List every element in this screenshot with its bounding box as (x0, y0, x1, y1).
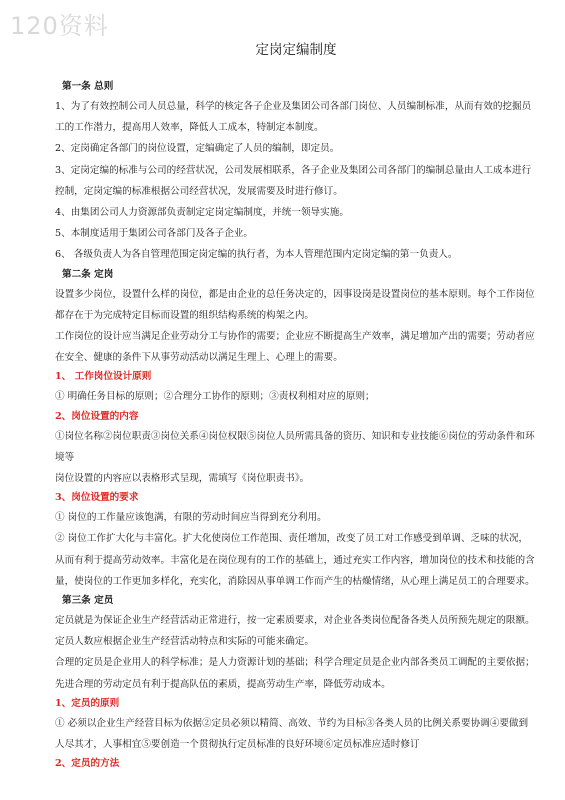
paragraph: 岗位设置的内容应以表格形式呈现，需填写《岗位职责书》。 (55, 473, 310, 485)
paragraph: 4、由集团公司人力资源部负责制定定岗定编制度，并统一领导实施。 (55, 207, 349, 219)
article-2-heading: 第二条 定岗 (62, 268, 114, 280)
paragraph: 6、 各级负责人为各自管理范围定岗定编的执行者，为本人管理范围内定岗定编的第一负责人。 (55, 249, 458, 261)
paragraph: 定员就是为保证企业生产经营活动正常进行，按一定素质要求，对企业各类岗位配备各类人员所预先规定的限额。定员人数应根据企业生产经营活动特点和实际的可能来确定。 (55, 615, 535, 648)
paragraph: 设置多少岗位，设置什么样的岗位，都是由企业的总任务决定的，因事设岗是设置岗位的基本原则。每个工作岗位都存在于为完成特定目标而设置的组织结构系统的构架之内。 (55, 288, 535, 321)
article-1-heading: 第一条 总则 (62, 81, 114, 92)
paragraph: 1、为了有效控制公司人员总量，科学的核定各子企业及集团公司各部门岗位、人员编制标准，从而有效的挖掘员工的工作潜力，提高用人效率，降低人工成本，特制定本制度。 (55, 101, 532, 134)
paragraph: 工作岗位的设计应当满足企业劳动分工与协作的需要；企业应不断提高生产效率，满足增加产出的需要；劳动者应在安全、健康的条件下从事劳动活动以满足生理上、心理上的需要。 (55, 331, 535, 364)
document-title: 定岗定编制度 (255, 42, 337, 58)
paragraph: ①岗位名称②岗位职责③岗位关系④岗位权限⑤岗位人员所需具备的资历、知识和专业技能⑥岗位的劳动条件和环境等 (55, 430, 535, 463)
paragraph: 合理的定员是企业用人的科学标准；是人力资源计划的基础；科学合理定员是企业内部各类员工调配的主要依据；先进合理的劳动定员有利于提高队伍的素质，提高劳动生产率，降低劳动成本。 (55, 657, 535, 690)
paragraph: 3、定岗定编的标准与公司的经营状况，公司发展相联系，各子企业及集团公司各部门的编制总量由人工成本进行控制，定岗定编的标准根据公司经营状况，发展需要及时进行修订。 (55, 164, 532, 197)
article-3-heading: 第三条 定员 (62, 595, 114, 607)
section-heading: 3、岗位设置的要求 (55, 492, 139, 504)
paragraph: 5、本制度适用于集团公司各部门及各子企业。 (55, 228, 253, 240)
paragraph: ① 明确任务目标的原则；②合理分工协作的原则；③责权利相对应的原则； (55, 391, 375, 403)
paragraph: ① 必须以企业生产经营目标为依据②定员必须以精简、高效、节约为目标③各类人员的比例关系要协调④要做到人尽其才，人事相宜⑤要创造一个贯彻执行定员标准的良好环境⑥定员标准应适时修订 (55, 717, 529, 751)
watermark: 120资料 (10, 12, 109, 40)
section-heading: 1、 工作岗位设计原则 (55, 371, 152, 383)
paragraph: ② 岗位工作扩大化与丰富化。扩大化使岗位工作范围、责任增加，改变了员工对工作感受到单调、乏味的状况，从而有利于提高劳动效率。丰富化是在岗位现有的工作的基础上，通过充实工作内容，增加岗位的技术和技能的含量，使岗位的工作更加多样化，充实化，消除因从事单调工作而产生的枯燥情绪，从心理上满足员工的合理要求。 (55, 533, 535, 587)
section-heading: 2、定员的方法 (55, 758, 120, 770)
section-heading: 2、岗位设置的内容 (55, 410, 139, 422)
document-page (55, 38, 537, 773)
paragraph: ① 岗位的工作量应该饱满，有限的劳动时间应当得到充分利用。 (55, 512, 327, 524)
paragraph: 2、定岗确定各部门的岗位设置，定编确定了人员的编制，即定员。 (55, 143, 340, 155)
section-heading: 1、定员的原则 (55, 697, 120, 709)
